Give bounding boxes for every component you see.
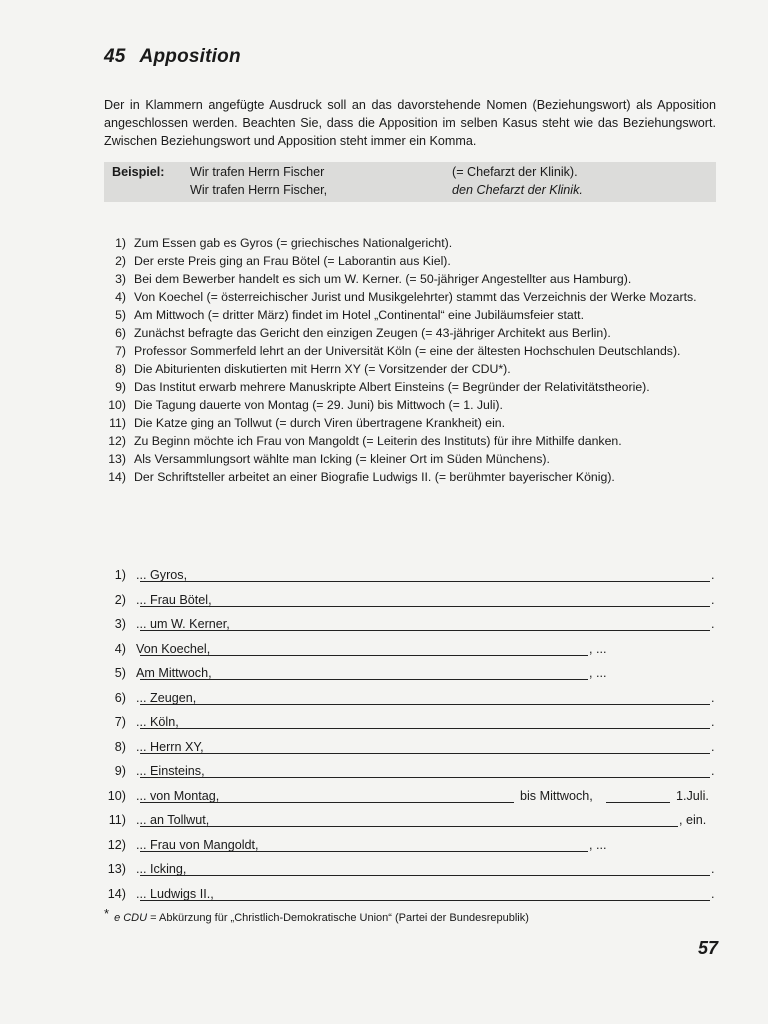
- answer-row: [104, 664, 716, 684]
- answer-row: [104, 811, 716, 831]
- example-label: Beispiel:: [112, 165, 165, 179]
- sentence-text: Zu Beginn möchte ich Frau von Mangoldt (= Leiterin des Instituts) für ihre Mithilfe danken.: [134, 434, 622, 448]
- sentence-item: [104, 378, 716, 396]
- answer-row-end: .: [711, 715, 715, 729]
- sentence-number: 8): [115, 362, 126, 376]
- answer-row-end: , ...: [589, 837, 607, 852]
- answer-blank-line[interactable]: [140, 851, 588, 852]
- answer-blank-line[interactable]: [140, 875, 710, 876]
- answer-row-start: ... an Tollwut,: [136, 813, 210, 827]
- answer-row-middle: bis Mittwoch,: [520, 788, 593, 803]
- answer-row-end: , ...: [589, 641, 607, 656]
- sentence-item: [104, 450, 716, 468]
- answer-row-number: 9): [114, 764, 126, 778]
- answer-blank-line[interactable]: [140, 606, 710, 607]
- answer-row-start: ... Icking,: [136, 862, 187, 876]
- sentence-number: 2): [115, 254, 126, 268]
- answer-row-start: ... Frau Bötel,: [136, 592, 212, 607]
- sentence-item: [104, 252, 716, 270]
- answer-blank-line[interactable]: [140, 826, 678, 827]
- sentence-item: [104, 270, 716, 288]
- example-row-2-sentence: Wir trafen Herrn Fischer,: [190, 183, 328, 197]
- sentence-number: 3): [115, 272, 126, 286]
- sentence-text: Zunächst befragte das Gericht den einzigen Zeugen (= 43-jähriger Architekt aus Berlin).: [134, 326, 611, 340]
- sentence-text: Als Versammlungsort wählte man Icking (= kleiner Ort im Süden Münchens).: [134, 452, 550, 466]
- answer-blank-line[interactable]: [140, 900, 710, 901]
- footnote-abbreviation: e CDU: [114, 912, 148, 924]
- sentence-text: Das Institut erwarb mehrere Manuskripte Albert Einsteins (= Begründer der Relativitätstheorie).: [134, 380, 650, 394]
- example-row-1-sentence: Wir trafen Herrn Fischer: [190, 165, 325, 179]
- answer-row: [104, 591, 716, 611]
- sentence-number: 13): [108, 452, 126, 466]
- sentence-text: Von Koechel (= österreichischer Jurist und Musikgelehrter) stammt das Verzeichnis der Werke Mozarts.: [134, 290, 697, 304]
- answer-row-number: 7): [114, 715, 126, 729]
- answer-row-end: .: [711, 764, 715, 778]
- sentence-item: [104, 288, 716, 306]
- answer-row-start: ... Frau von Mangoldt,: [136, 837, 259, 852]
- sentence-number: 11): [109, 416, 126, 430]
- sentence-number: 4): [115, 290, 126, 304]
- sentence-number: 5): [115, 308, 126, 322]
- answer-row-number: 8): [114, 739, 126, 754]
- footnote-text: = Abkürzung für „Christlich-Demokratische Union“ (Partei der Bundesrepublik): [147, 912, 529, 924]
- answer-row: [104, 566, 716, 586]
- sentence-text: Am Mittwoch (= dritter März) findet im Hotel „Continental“ eine Jubiläumsfeier statt.: [134, 308, 585, 322]
- sentence-number: 1): [115, 236, 126, 250]
- answer-row-start: ... Ludwigs II.,: [136, 886, 214, 901]
- answer-row: [104, 762, 716, 782]
- sentence-item: [104, 468, 716, 486]
- answer-row-start: ... um W. Kerner,: [136, 617, 230, 631]
- answer-row: [104, 836, 716, 856]
- answer-row-start: Am Mittwoch,: [136, 666, 212, 680]
- sentence-number: 9): [115, 380, 126, 394]
- answer-row-start: ... Zeugen,: [136, 690, 197, 705]
- answer-row-start: ... von Montag,: [136, 788, 220, 803]
- answer-blank-line[interactable]: [140, 704, 710, 705]
- sentence-number: 14): [108, 470, 126, 484]
- example-row-2-apposition: den Chefarzt der Klinik.: [452, 183, 583, 197]
- footnote-star: *: [104, 906, 110, 921]
- sentence-number: 6): [115, 326, 126, 340]
- answer-blank-line[interactable]: [140, 802, 514, 803]
- exercise-number: 45: [104, 46, 126, 67]
- answer-row-end: .: [711, 862, 715, 876]
- answer-blank-line[interactable]: [606, 802, 670, 803]
- answer-blank-line[interactable]: [140, 728, 710, 729]
- answer-blank-line[interactable]: [140, 777, 710, 778]
- answer-row: [104, 689, 716, 709]
- sentence-number: 10): [108, 398, 126, 412]
- answer-row-number: 11): [108, 813, 126, 827]
- instructions-paragraph: Der in Klammern angefügte Ausdruck soll an das davorstehende Nomen (Beziehungswort) als Apposition angeschlossen werden. Beachten Sie, dass die Apposition im selben Kasus steht wie das Beziehungswort. Zwischen Beziehungswort und Apposition steht immer ein Komma.: [104, 98, 716, 148]
- answer-row: [104, 713, 716, 733]
- example-row-1: [190, 165, 578, 179]
- sentence-item: [104, 324, 716, 342]
- answer-row-number: 13): [107, 862, 126, 876]
- answer-blank-line[interactable]: [140, 679, 588, 680]
- sentence-text: Die Abiturienten diskutierten mit Herrn XY (= Vorsitzender der CDU*).: [134, 362, 511, 376]
- answer-row-number: 1): [114, 568, 126, 582]
- sentence-item: [104, 342, 716, 360]
- answer-row: [104, 738, 716, 758]
- sentence-text: Der Schriftsteller arbeitet an einer Biografie Ludwigs II. (= berühmter bayerischer König).: [134, 470, 615, 484]
- answer-row-start: ... Gyros,: [136, 568, 188, 582]
- answer-row-start: ... Herrn XY,: [136, 739, 204, 754]
- answer-row-number: 12): [107, 837, 126, 852]
- sentence-text: Die Katze ging an Tollwut (= durch Viren übertragene Krankheit) ein.: [134, 416, 506, 430]
- sentence-item: [104, 414, 716, 432]
- answer-row-number: 10): [107, 788, 126, 803]
- answer-row-start: Von Koechel,: [136, 641, 211, 656]
- example-row-1-bracket: (= Chefarzt der Klinik).: [452, 165, 578, 179]
- example-row-2: [190, 183, 583, 197]
- example-box: [104, 162, 716, 202]
- page-number: 57: [697, 938, 718, 958]
- answer-row: [104, 885, 716, 905]
- answer-row-number: 6): [114, 690, 126, 705]
- answer-blank-line[interactable]: [140, 581, 710, 582]
- answer-row-start: ... Einsteins,: [136, 764, 205, 778]
- sentence-text: Bei dem Bewerber handelt es sich um W. Kerner. (= 50-jähriger Angestellter aus Hamburg).: [134, 272, 632, 286]
- sentence-item: [104, 432, 716, 450]
- answer-row-start: ... Köln,: [136, 715, 179, 729]
- sentence-text: Zum Essen gab es Gyros (= griechisches Nationalgericht).: [134, 236, 453, 250]
- answer-row-end: , ...: [589, 666, 607, 680]
- answer-row-number: 3): [114, 617, 126, 631]
- answer-row-end: , ein.: [679, 813, 707, 827]
- exercise-title: [104, 46, 241, 68]
- answer-row-number: 2): [114, 592, 126, 607]
- exercise-heading: Apposition: [139, 46, 241, 67]
- sentence-text: Der erste Preis ging an Frau Bötel (= Laborantin aus Kiel).: [134, 254, 451, 268]
- answer-row-end: .: [711, 592, 715, 607]
- sentence-item: [104, 234, 716, 252]
- footnote: [104, 906, 529, 924]
- answer-blank-line[interactable]: [140, 630, 710, 631]
- answer-row-number: 5): [114, 666, 126, 680]
- answer-row: [104, 787, 716, 807]
- sentence-number: 12): [108, 434, 126, 448]
- sentence-item: [104, 396, 716, 414]
- answer-row-number: 4): [114, 641, 126, 656]
- answer-row-end: 1.Juli.: [676, 788, 709, 803]
- exercise-sentences-list: [104, 234, 716, 486]
- answer-row-end: .: [711, 617, 715, 631]
- sentence-item: [104, 360, 716, 378]
- answer-row-end: .: [711, 568, 715, 582]
- answer-row-end: .: [711, 739, 715, 754]
- sentence-item: [104, 306, 716, 324]
- answer-row: [104, 860, 716, 880]
- sentence-number: 7): [115, 344, 126, 358]
- answer-blank-line[interactable]: [140, 655, 588, 656]
- sentence-text: Professor Sommerfeld lehrt an der Universität Köln (= eine der ältesten Hochschulen Deutschlands).: [134, 344, 681, 358]
- answer-row-number: 14): [107, 886, 126, 901]
- answer-row-end: .: [711, 886, 715, 901]
- answer-row: [104, 615, 716, 635]
- sentence-text: Die Tagung dauerte von Montag (= 29. Juni) bis Mittwoch (= 1. Juli).: [134, 398, 503, 412]
- answer-row-end: .: [711, 690, 715, 705]
- answer-blank-line[interactable]: [140, 753, 710, 754]
- answer-row: [104, 640, 716, 660]
